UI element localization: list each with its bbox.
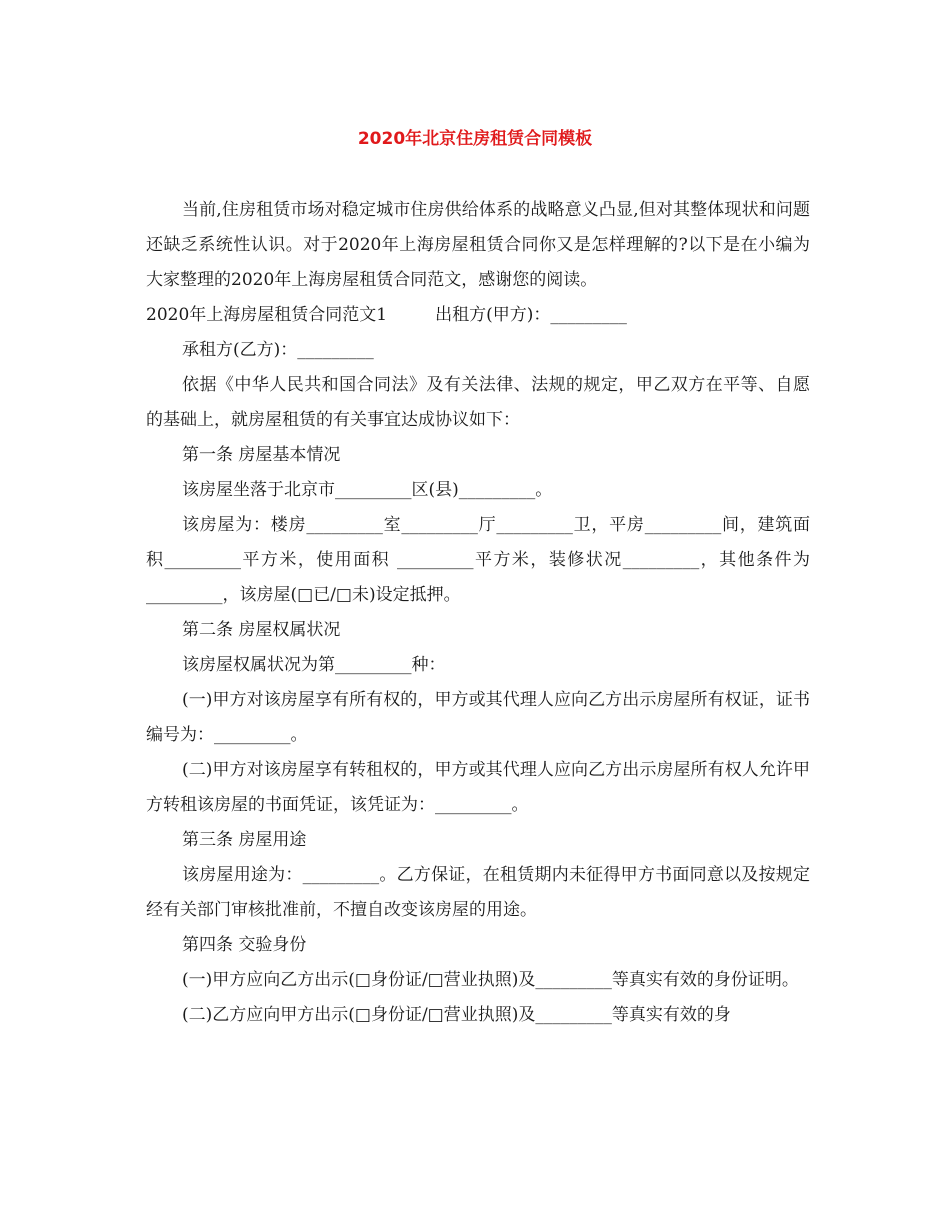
article-2-clause-2: (二)甲方对该房屋享有转租权的，甲方或其代理人应向乙方出示房屋所有权人允许甲方转租该房屋的书面凭证，该凭证为：_________。 bbox=[146, 760, 810, 815]
article-2-title: 第二条 房屋权属状况 bbox=[182, 620, 341, 640]
article-1-location: 该房屋坐落于北京市_________区(县)_________。 bbox=[182, 480, 553, 500]
contract-heading-line bbox=[146, 298, 810, 333]
document-body bbox=[146, 193, 810, 1033]
article-4-clause-2: (二)乙方应向甲方出示(□身份证/□营业执照)及_________等真实有效的身 bbox=[182, 1005, 731, 1025]
article-1-title: 第一条 房屋基本情况 bbox=[182, 445, 341, 465]
article-3-usage: 该房屋用途为：_________。乙方保证，在租赁期内未征得甲方书面同意以及按规定经有关部门审核批准前，不擅自改变该房屋的用途。 bbox=[146, 865, 810, 920]
party-b-line: 承租方(乙方)：_________ bbox=[182, 340, 374, 360]
article-1-details: 该房屋为：楼房_________室_________厅_________卫，平房_________间，建筑面积_________平方米，使用面积 _________平方米，装修状况_________，其他条件为_________，该房屋(□已/□未)设定抵押。 bbox=[146, 515, 810, 605]
article-3-title: 第三条 房屋用途 bbox=[182, 830, 307, 850]
intro-paragraph: 当前,住房租赁市场对稳定城市住房供给体系的战略意义凸显,但对其整体现状和问题还缺乏系统性认识。对于2020年上海房屋租赁合同你又是怎样理解的?以下是在小编为大家整理的2020年上海房屋租赁合同范文，感谢您的阅读。 bbox=[146, 200, 810, 290]
article-4-title: 第四条 交验身份 bbox=[182, 935, 307, 955]
contract-heading: 2020年上海房屋租赁合同范文1 bbox=[146, 305, 388, 325]
document-title: 2020年北京住房租赁合同模板 bbox=[357, 129, 593, 149]
party-a-line: 出租方(甲方)：_________ bbox=[435, 305, 627, 325]
article-4-clause-1: (一)甲方应向乙方出示(□身份证/□营业执照)及_________等真实有效的身份证明。 bbox=[182, 970, 799, 990]
article-2-clause-1: (一)甲方对该房屋享有所有权的，甲方或其代理人应向乙方出示房屋所有权证，证书编号为：_________。 bbox=[146, 690, 810, 745]
preamble-paragraph: 依据《中华人民共和国合同法》及有关法律、法规的规定，甲乙双方在平等、自愿的基础上，就房屋租赁的有关事宜达成协议如下： bbox=[146, 375, 810, 430]
article-2-type: 该房屋权属状况为第_________种： bbox=[182, 655, 446, 675]
